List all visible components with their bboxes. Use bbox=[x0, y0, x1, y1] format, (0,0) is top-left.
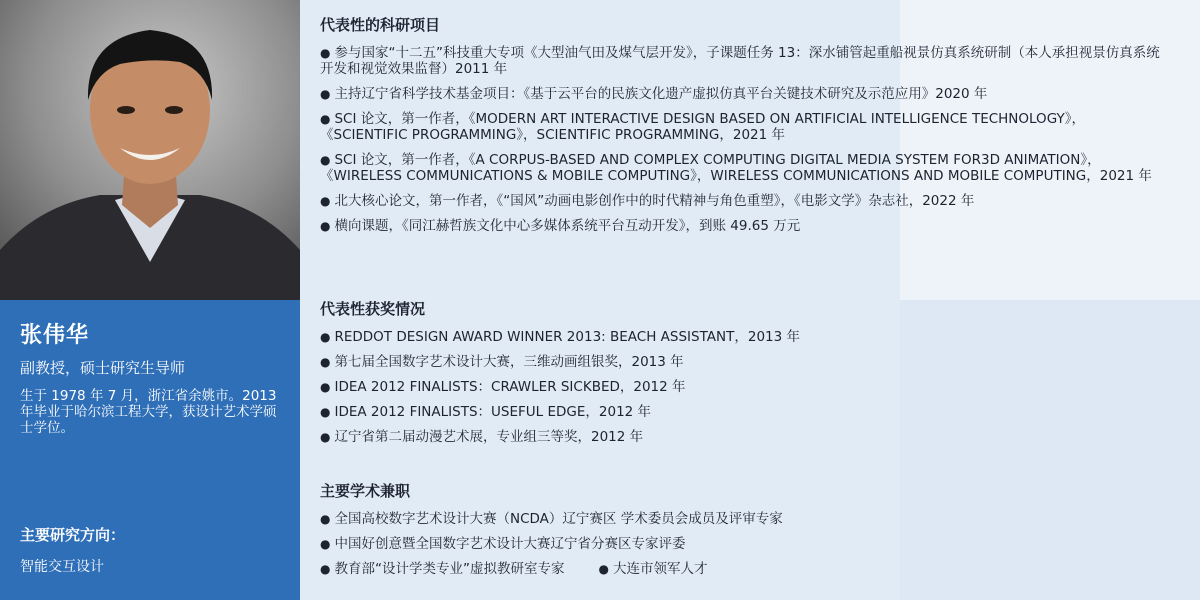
bullet-icon: ● bbox=[320, 219, 331, 233]
person-title: 副教授，硕士研究生导师 bbox=[20, 359, 186, 377]
bullet-icon: ● bbox=[320, 430, 331, 444]
position-entry bbox=[320, 561, 564, 577]
projects-section bbox=[320, 14, 1160, 243]
research-direction-value: 智能交互设计 bbox=[20, 559, 104, 575]
award-text: 第七届全国数字艺术设计大赛，三维动画组银奖，2013 年 bbox=[334, 354, 684, 370]
portrait-illustration bbox=[0, 0, 300, 300]
profile-panel bbox=[0, 300, 300, 600]
awards-section bbox=[320, 298, 1160, 454]
bullet-icon: ● bbox=[598, 562, 609, 576]
award-text: REDDOT DESIGN AWARD WINNER 2013: BEACH ASSISTANT，2013 年 bbox=[334, 329, 801, 345]
project-text: SCI 论文，第一作者，《A CORPUS-BASED AND COMPLEX COMPUTING DIGITAL MEDIA SYSTEM FOR3D ANIMATION》，《WIRELESS COMMUNICATIONS & MOBILE COMPUTING》，WIRELESS COMMUNICATIONS AND MOBILE COMPUTING，2021 年 bbox=[320, 152, 1152, 184]
award-text: IDEA 2012 FINALISTS：CRAWLER SICKBED，2012 年 bbox=[334, 379, 686, 395]
position-text: 大连市领军人才 bbox=[612, 561, 708, 577]
position-text: 全国高校数字艺术设计大赛（NCDA）辽宁赛区 学术委员会成员及评审专家 bbox=[334, 511, 783, 527]
bullet-icon: ● bbox=[320, 87, 331, 101]
project-text: 北大核心论文，第一作者，《“国风”动画电影创作中的时代精神与角色重塑》，《电影文学》杂志社，2022 年 bbox=[334, 193, 975, 209]
list-item bbox=[320, 404, 1160, 420]
projects-list bbox=[320, 45, 1160, 234]
bullet-icon: ● bbox=[320, 355, 331, 369]
bullet-icon: ● bbox=[320, 112, 331, 126]
list-item bbox=[320, 561, 1160, 577]
research-direction-label: 主要研究方向： bbox=[20, 526, 126, 544]
person-bio: 生于 1978 年 7 月，浙江省余姚市。2013 年毕业于哈尔滨工程大学，获设计艺术学硕士学位。 bbox=[20, 388, 277, 436]
bullet-icon: ● bbox=[320, 46, 331, 60]
bullet-icon: ● bbox=[320, 512, 331, 526]
list-item bbox=[320, 379, 1160, 395]
list-item bbox=[320, 152, 1160, 184]
project-text: SCI 论文，第一作者，《MODERN ART INTERACTIVE DESIGN BASED ON ARTIFICIAL INTELLIGENCE TECHNOLOGY》，《SCIENTIFIC PROGRAMMING》，SCIENTIFIC PROGRAMMING，2021 年 bbox=[320, 111, 1085, 143]
awards-list bbox=[320, 329, 1160, 445]
award-text: 辽宁省第二届动漫艺术展，专业组三等奖，2012 年 bbox=[334, 429, 644, 445]
position-entry bbox=[598, 561, 707, 577]
list-item bbox=[320, 218, 1160, 234]
portrait-photo bbox=[0, 0, 300, 300]
awards-title: 代表性获奖情况 bbox=[320, 300, 426, 318]
project-text: 横向课题，《同江赫哲族文化中心多媒体系统平台互动开发》，到账 49.65 万元 bbox=[334, 218, 801, 234]
position-text: 中国好创意暨全国数字艺术设计大赛辽宁省分赛区专家评委 bbox=[334, 536, 686, 552]
bullet-icon: ● bbox=[320, 380, 331, 394]
list-item bbox=[320, 536, 1160, 552]
list-item bbox=[320, 111, 1160, 143]
bullet-icon: ● bbox=[320, 537, 331, 551]
bullet-icon: ● bbox=[320, 194, 331, 208]
project-text: 参与国家“十二五”科技重大专项《大型油气田及煤气层开发》，子课题任务 13：深水铺管起重船视景仿真系统研制（本人承担视景仿真系统开发和视觉效果监督）2011 年 bbox=[320, 45, 1160, 77]
bullet-icon: ● bbox=[320, 153, 331, 167]
list-item bbox=[320, 329, 1160, 345]
list-item bbox=[320, 511, 1160, 527]
bullet-icon: ● bbox=[320, 330, 331, 344]
list-item bbox=[320, 429, 1160, 445]
positions-title: 主要学术兼职 bbox=[320, 482, 411, 500]
positions-section bbox=[320, 480, 1160, 586]
projects-title: 代表性的科研项目 bbox=[320, 16, 441, 34]
list-item bbox=[320, 86, 1160, 102]
project-text: 主持辽宁省科学技术基金项目：《基于云平台的民族文化遗产虚拟仿真平台关键技术研究及示范应用》2020 年 bbox=[334, 86, 988, 102]
list-item bbox=[320, 45, 1160, 77]
award-text: IDEA 2012 FINALISTS：USEFUL EDGE，2012 年 bbox=[334, 404, 652, 420]
position-text: 教育部“设计学类专业”虚拟教研室专家 bbox=[334, 561, 565, 577]
person-name: 张伟华 bbox=[20, 323, 90, 348]
list-item bbox=[320, 354, 1160, 370]
bullet-icon: ● bbox=[320, 562, 331, 576]
list-item bbox=[320, 193, 1160, 209]
positions-list bbox=[320, 511, 1160, 577]
bullet-icon: ● bbox=[320, 405, 331, 419]
